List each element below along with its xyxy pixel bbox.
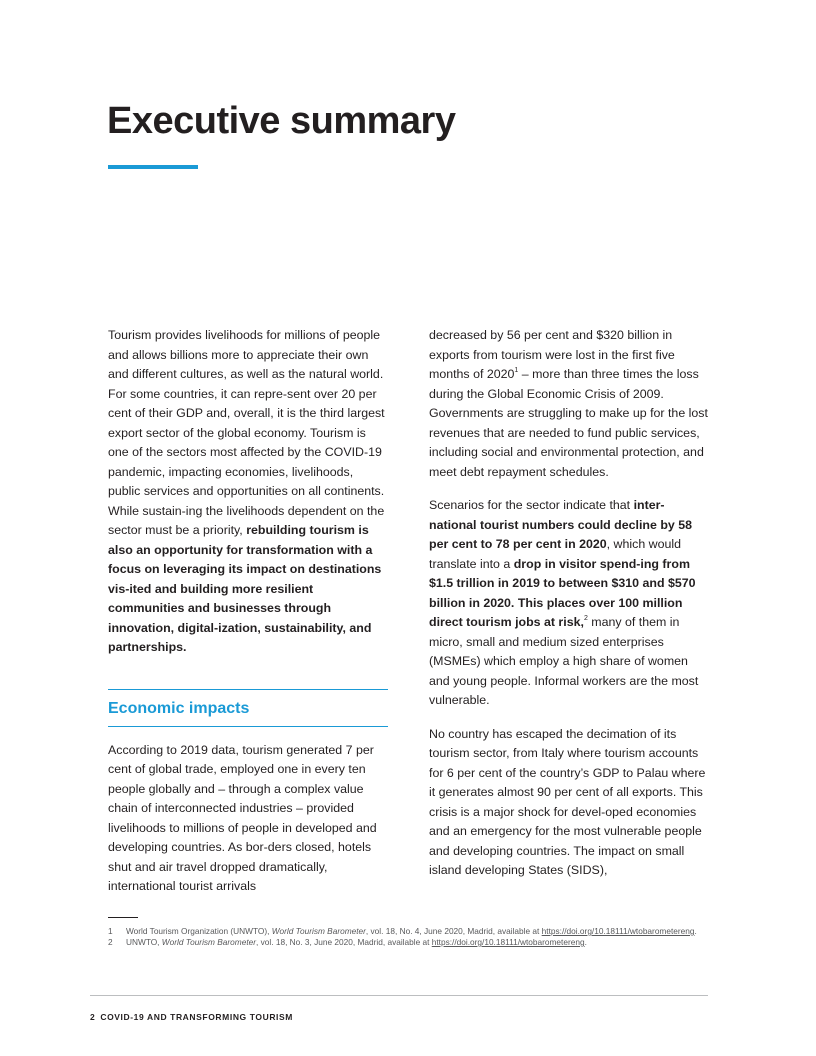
scenarios-bold-2: drop in visitor spend-ing from $1.5 trillion in 2019 to between $310 and $570 billion in 2020. This places over 100 million direct tourism jobs at risk,	[429, 556, 696, 629]
right-column	[429, 326, 709, 881]
scenarios-text-2: , which would translate into a	[429, 537, 682, 571]
running-title: COVID-19 AND TRANSFORMING TOURISM	[100, 1012, 293, 1022]
footnote-text-pre: UNWTO,	[126, 937, 162, 947]
footnote-item	[108, 926, 708, 937]
left-column	[108, 326, 388, 897]
scenarios-paragraph	[429, 496, 709, 711]
scenarios-bold-1: inter-national tourist numbers could decline by 58 per cent to 78 per cent in 2020	[429, 498, 693, 551]
footnote-number: 2	[108, 937, 113, 947]
page-number: 2	[90, 1012, 96, 1022]
footnote-ref-2[interactable]: 2	[583, 615, 588, 622]
footnote-text-pre: World Tourism Organization (UNWTO),	[126, 926, 272, 936]
page-title: Executive summary	[107, 100, 456, 142]
intro-bold-text: rebuilding tourism is also an opportunity for transformation with a focus on leveraging its impact on destinations vis-ited and building more resilient communities and businesses through innovation, digital-ization, sustainability, and partnerships.	[108, 523, 382, 654]
footnote-text-end: .	[584, 937, 587, 947]
footnote-number: 1	[108, 926, 113, 936]
scenarios-text: Scenarios for the sector indicate that	[429, 498, 634, 512]
revenue-text: decreased by 56 per cent and $320 billion in exports from tourism were lost in the first five months of 2020	[429, 328, 675, 381]
revenue-paragraph	[429, 326, 709, 482]
footer-divider	[90, 995, 708, 996]
intro-text: Tourism provides livelihoods for millions of people and allows billions more to appreciate their own and different cultures, as well as the natural world. For some countries, it can repre-sent over 20 per cent of their GDP and, overall, it is the third largest export sector of the global economy. Tourism is one of the sectors most affected by the COVID-19 pandemic, impacting economies, livelihoods, public services and opportunities on all continents. While sustain-ing the livelihoods dependent on the sector must be a priority,	[108, 328, 385, 537]
title-underline	[108, 165, 198, 169]
decimation-paragraph: No country has escaped the decimation of its tourism sector, from Italy where tourism accounts for 6 per cent of the country’s GDP to Palau where it generates almost 90 per cent of all exports. This crisis is a major shock for devel-oped economies and an emergency for the most vulnerable people and developing countries. The impact on small island developing States (SIDS),	[429, 726, 706, 877]
footnote-text-post: , vol. 18, No. 4, June 2020, Madrid, available at	[365, 926, 542, 936]
footnote-text-end: .	[694, 926, 697, 936]
footnote-ref-1[interactable]: 1	[514, 367, 519, 374]
footnote-text	[126, 926, 697, 937]
footnote-publication: World Tourism Barometer	[161, 937, 257, 947]
footnote-item	[108, 937, 708, 948]
footnote-link[interactable]: https://doi.org/10.18111/wtobarometereng	[541, 926, 695, 936]
footnote-link[interactable]: https://doi.org/10.18111/wtobarometereng	[431, 937, 585, 947]
scenarios-text-3: many of them in micro, small and medium sized enterprises (MSMEs) which employ a high share of women and young people. Informal workers are the most vulnerable.	[429, 615, 699, 707]
footnotes	[108, 926, 708, 948]
footnote-text-post: , vol. 18, No. 3, June 2020, Madrid, available at	[256, 937, 432, 947]
footnote-text	[126, 937, 587, 948]
section-header-economic-impacts	[108, 689, 388, 727]
economic-paragraph: According to 2019 data, tourism generated 7 per cent of global trade, employed one in every ten people globally and – through a complex value chain of interconnected industries – provided livelihoods to millions of people in developed and developing countries. As bor-ders closed, hotels shut and air travel dropped dramatically, international tourist arrivals	[108, 742, 377, 893]
footnote-divider	[108, 917, 138, 918]
footnote-publication: World Tourism Barometer	[271, 926, 366, 936]
intro-paragraph	[108, 326, 388, 658]
section-heading: Economic impacts	[108, 699, 250, 717]
page-footer	[90, 1012, 293, 1022]
revenue-text-end: – more than three times the loss during the Global Economic Crisis of 2009. Governments are struggling to make up for the lost revenues that are needed to fund public services, including social and environmental protection, and meet debt repayment schedules.	[429, 367, 708, 479]
